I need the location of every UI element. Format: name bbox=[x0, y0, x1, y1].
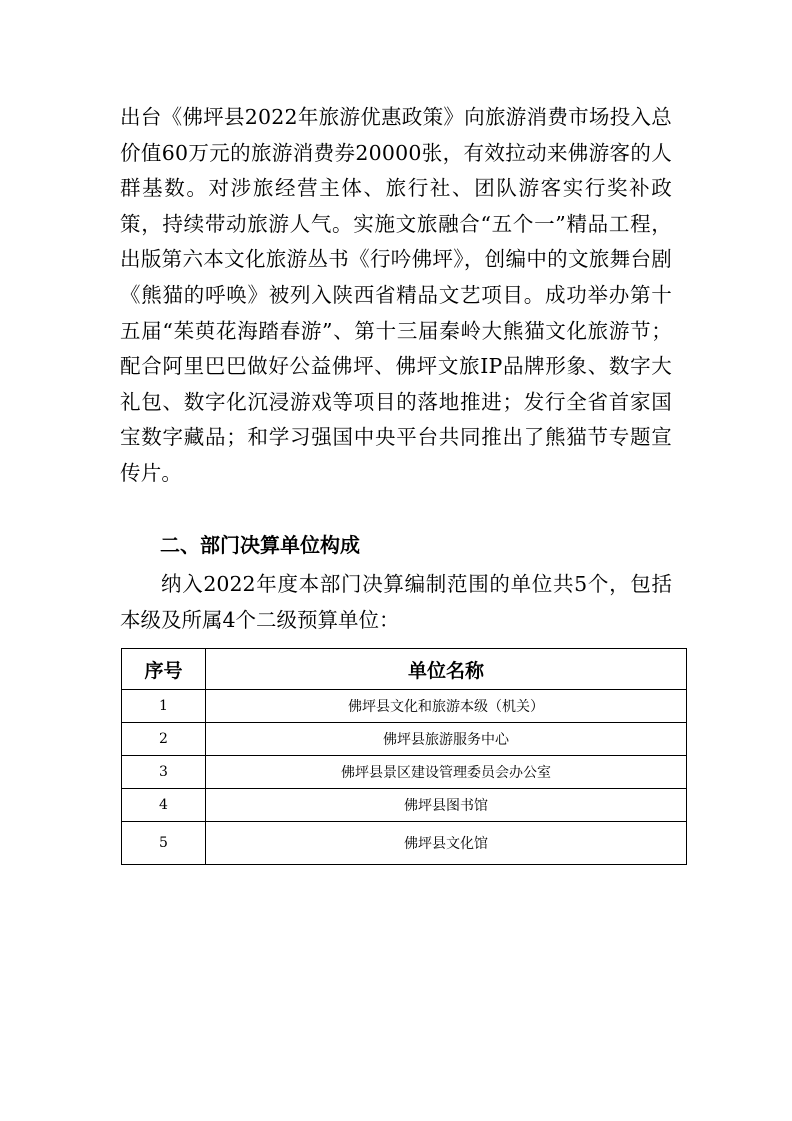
table-row bbox=[122, 723, 687, 756]
row-index: 5 bbox=[122, 822, 206, 865]
row-index: 3 bbox=[122, 756, 206, 789]
table-row bbox=[122, 822, 687, 865]
intro-paragraph: 纳入2022年度本部门决算编制范围的单位共5个，包括本级及所属4个二级预算单位： bbox=[120, 572, 672, 632]
row-index: 4 bbox=[122, 789, 206, 822]
table-row bbox=[122, 789, 687, 822]
table-row bbox=[122, 756, 687, 789]
header-unit-name: 单位名称 bbox=[206, 649, 687, 690]
row-unit-name: 佛坪县图书馆 bbox=[206, 789, 687, 822]
row-index: 2 bbox=[122, 723, 206, 756]
row-unit-name: 佛坪县文化和旅游本级（机关） bbox=[206, 690, 687, 723]
units-table bbox=[121, 648, 687, 865]
section-heading: 二、部门决算单位构成 bbox=[160, 533, 360, 557]
row-unit-name: 佛坪县旅游服务中心 bbox=[206, 723, 687, 756]
table-row bbox=[122, 690, 687, 723]
table-header-row bbox=[122, 649, 687, 690]
header-index: 序号 bbox=[122, 649, 206, 690]
row-unit-name: 佛坪县景区建设管理委员会办公室 bbox=[206, 756, 687, 789]
paragraph-continued: 出台《佛坪县2022年旅游优惠政策》向旅游消费市场投入总价值60万元的旅游消费券20000张，有效拉动来佛游客的人群基数。对涉旅经营主体、旅行社、团队游客实行奖补政策，持续带动旅游人气。实施文旅融合“五个一”精品工程，出版第六本文化旅游丛书《行吟佛坪》，创编中的文旅舞台剧《熊猫的呼唤》被列入陕西省精品文艺项目。成功举办第十五届“茱萸花海踏春游”、第十三届秦岭大熊猫文化旅游节；配合阿里巴巴做好公益佛坪、佛坪文旅IP品牌形象、数字大礼包、数字化沉浸游戏等项目的落地推进；发行全省首家国宝数字藏品；和学习强国中央平台共同推出了熊猫节专题宣传片。 bbox=[120, 105, 672, 485]
row-index: 1 bbox=[122, 690, 206, 723]
row-unit-name: 佛坪县文化馆 bbox=[206, 822, 687, 865]
body-text bbox=[120, 100, 672, 492]
